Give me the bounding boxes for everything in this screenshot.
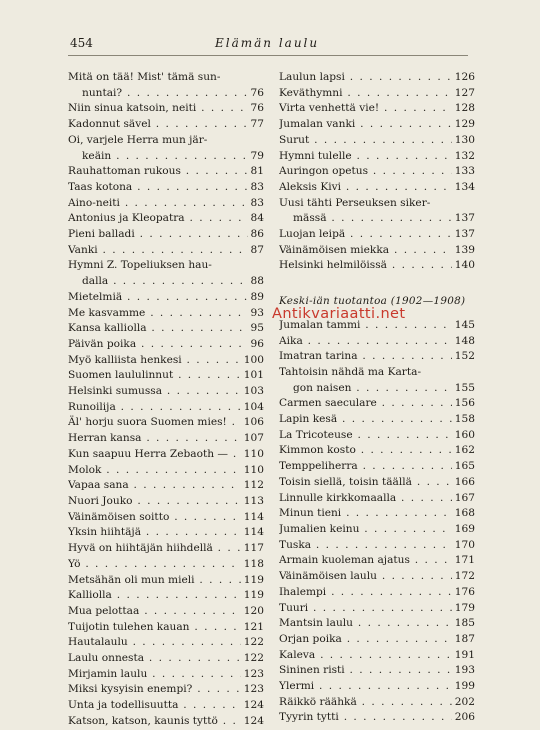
toc-entry-page-number: 104 [241, 400, 264, 416]
toc-entry-page-number: 87 [248, 243, 264, 259]
toc-entry [279, 695, 475, 711]
toc-entry-title: dalla . . . [68, 274, 264, 290]
toc-entry-title: Äl' horju suora Suomen mies! . . . [68, 415, 264, 431]
toc-entry-title: keäin . . . [68, 149, 264, 165]
toc-entry-title: Mietelmiä . . . [68, 290, 264, 306]
toc-entry-page-number: 107 [241, 431, 264, 447]
toc-entry-title: Kaleva . . . [279, 648, 475, 664]
toc-entry-title: Me kasvamme . . . [68, 306, 264, 322]
toc-entry-title: Surut . . . [279, 133, 475, 149]
toc-entry-title: Hautalaulu . . . [68, 635, 264, 651]
toc-entry-page-number: 171 [452, 553, 475, 569]
toc-entry [68, 588, 264, 604]
toc-entry-page-number: 86 [248, 227, 264, 243]
toc-entry [68, 368, 264, 384]
toc-entry-title: Temppeliherra . . . [279, 459, 475, 475]
toc-entry-title: Väinämöisen laulu . . . [279, 569, 475, 585]
toc-entry-title: Uusi tähti Perseuksen siker- [279, 196, 431, 209]
toc-entry-title: La Tricoteuse . . . [279, 428, 475, 444]
toc-entry-title: Laulu onnesta . . . [68, 651, 264, 667]
toc-entry-page-number: 145 [452, 318, 475, 334]
toc-column-right [279, 70, 475, 726]
toc-entry-page-number: 148 [452, 334, 475, 350]
toc-entry-title: Virta venhettä vie! . . . [279, 101, 475, 117]
toc-entry-page-number: 84 [248, 211, 264, 227]
toc-entry-page-number: 117 [241, 541, 264, 557]
toc-entry [279, 243, 475, 259]
page-header [70, 36, 470, 54]
toc-entry [68, 698, 264, 714]
toc-entry-page-number: 89 [248, 290, 264, 306]
toc-entry-page-number: 88 [248, 274, 264, 290]
toc-entry [68, 447, 264, 463]
toc-entry-page-number: 165 [452, 459, 475, 475]
toc-entry-page-number: 129 [452, 117, 475, 133]
toc-entry-page-number: 123 [241, 682, 264, 698]
toc-entry [68, 180, 264, 196]
toc-entry [279, 491, 475, 507]
toc-entry-page-number: 132 [452, 149, 475, 165]
toc-entry-page-number: 121 [241, 620, 264, 636]
toc-entry-page-number: 110 [241, 447, 264, 463]
toc-entry [279, 601, 475, 617]
toc-entry [68, 164, 264, 180]
toc-entry-title: Kimmon kosto . . . [279, 443, 475, 459]
toc-entry-title: Vanki . . . [68, 243, 264, 259]
toc-group-middle-age [279, 318, 475, 726]
toc-entry-title: Tyyrin tytti . . . [279, 710, 475, 726]
toc-entry-title: Metsähän oli mun mieli . . . [68, 573, 264, 589]
toc-entry-title: Väinämöisen soitto . . . [68, 510, 264, 526]
toc-entry [68, 258, 264, 289]
toc-entry [279, 149, 475, 165]
toc-entry-title: Rauhattoman rukous . . . [68, 164, 264, 180]
toc-entry-page-number: 120 [241, 604, 264, 620]
toc-entry-title: Vapaa sana . . . [68, 478, 264, 494]
toc-entry [68, 400, 264, 416]
toc-entry [279, 522, 475, 538]
toc-entry-page-number: 110 [241, 463, 264, 479]
toc-entry [68, 415, 264, 431]
toc-entry-title: Kansa kalliolla . . . [68, 321, 264, 337]
toc-entry-page-number: 79 [248, 149, 264, 165]
toc-entry-title: Mantsin laulu . . . [279, 616, 475, 632]
toc-entry-page-number: 199 [452, 679, 475, 695]
toc-entry-title: Ylermi . . . [279, 679, 475, 695]
toc-entry [279, 428, 475, 444]
toc-entry [279, 632, 475, 648]
toc-entry-page-number: 152 [452, 349, 475, 365]
toc-entry-title: Hyvä on hiihtäjän hiihdellä . . . [68, 541, 264, 557]
toc-entry-title: Mua pelottaa . . . [68, 604, 264, 620]
toc-entry-title: Jumalien keinu . . . [279, 522, 475, 538]
toc-entry-title: Hymni Z. Topeliuksen hau- [68, 259, 212, 272]
toc-entry-page-number: 81 [248, 164, 264, 180]
toc-entry [68, 714, 264, 730]
toc-entry [68, 620, 264, 636]
toc-entry [279, 663, 475, 679]
toc-entry-page-number: 160 [452, 428, 475, 444]
toc-entry-title: Jumalan tammi . . . [279, 318, 475, 334]
toc-entry [279, 334, 475, 350]
toc-entry-page-number: 106 [241, 415, 264, 431]
toc-entry [68, 431, 264, 447]
toc-entry [279, 538, 475, 554]
toc-entry-page-number: 119 [241, 588, 264, 604]
toc-entry [279, 227, 475, 243]
toc-entry-page-number: 76 [248, 86, 264, 102]
toc-entry [279, 396, 475, 412]
toc-entry-page-number: 112 [241, 478, 264, 494]
toc-entry [279, 412, 475, 428]
toc-entry [68, 541, 264, 557]
toc-entry-page-number: 156 [452, 396, 475, 412]
toc-entry-title: Lapin kesä . . . [279, 412, 475, 428]
toc-entry [279, 133, 475, 149]
toc-entry-title: Unta ja todellisuutta . . . [68, 698, 264, 714]
toc-entry-page-number: 134 [452, 180, 475, 196]
toc-entry-title: Päivän poika . . . [68, 337, 264, 353]
toc-entry-page-number: 176 [452, 585, 475, 601]
toc-entry [68, 384, 264, 400]
toc-entry-page-number: 162 [452, 443, 475, 459]
toc-entry [68, 243, 264, 259]
toc-entry [68, 525, 264, 541]
toc-entry-page-number: 206 [452, 710, 475, 726]
toc-entry [68, 604, 264, 620]
toc-entry-page-number: 114 [241, 525, 264, 541]
toc-entry [68, 196, 264, 212]
running-title: Elämän laulu [215, 36, 320, 50]
toc-entry-title: Linnulle kirkkomaalla . . . [279, 491, 475, 507]
toc-entry [279, 443, 475, 459]
toc-entry-page-number: 170 [452, 538, 475, 554]
toc-entry [279, 569, 475, 585]
toc-entry [68, 306, 264, 322]
toc-entry-page-number: 124 [241, 714, 264, 730]
toc-entry [68, 478, 264, 494]
toc-entry-page-number: 193 [452, 663, 475, 679]
toc-entry [279, 459, 475, 475]
toc-entry [68, 494, 264, 510]
toc-entry-page-number: 114 [241, 510, 264, 526]
toc-entry-page-number: 77 [248, 117, 264, 133]
toc-entry-page-number: 166 [452, 475, 475, 491]
toc-entry-page-number: 168 [452, 506, 475, 522]
toc-entry-title: Aika . . . [279, 334, 475, 350]
toc-entry-page-number: 137 [452, 227, 475, 243]
toc-entry-title: Helsinki helmilöissä . . . [279, 258, 475, 274]
toc-entry [279, 180, 475, 196]
toc-entry-page-number: 95 [248, 321, 264, 337]
toc-entry-title: Niin sinua katsoin, neiti . . . [68, 101, 264, 117]
page-number: 454 [70, 36, 93, 50]
toc-entry-page-number: 83 [248, 180, 264, 196]
toc-entry-title: Kun saapuu Herra Zebaoth — . . . [68, 447, 264, 463]
toc-entry [279, 648, 475, 664]
toc-entry [68, 70, 264, 101]
toc-entry-title: Toisin siellä, toisin täällä . . . [279, 475, 475, 491]
toc-entry-page-number: 127 [452, 86, 475, 102]
toc-entry [279, 506, 475, 522]
toc-entry-title: Sininen risti . . . [279, 663, 475, 679]
toc-entry [68, 337, 264, 353]
toc-entry [279, 553, 475, 569]
toc-entry-page-number: 158 [452, 412, 475, 428]
toc-entry-page-number: 179 [452, 601, 475, 617]
toc-entry-title: Yö . . . [68, 557, 264, 573]
section-heading: Keski-iän tuotantoa (1902—1908) [279, 295, 466, 308]
toc-entry-title: Tuska . . . [279, 538, 475, 554]
watermark-text: Antikvariaatti.net [272, 306, 406, 322]
toc-entry-title: Räikkö räähkä . . . [279, 695, 475, 711]
toc-entry-page-number: 124 [241, 698, 264, 714]
toc-entry-title: Miksi kysyisin enempi? . . . [68, 682, 264, 698]
toc-entry [279, 365, 475, 396]
toc-entry-page-number: 172 [452, 569, 475, 585]
toc-entry [68, 510, 264, 526]
toc-entry-title: Auringon opetus . . . [279, 164, 475, 180]
toc-entry-title: Orjan poika . . . [279, 632, 475, 648]
toc-entry [279, 164, 475, 180]
toc-entry-title: Nuori Jouko . . . [68, 494, 264, 510]
toc-entry-page-number: 155 [452, 381, 475, 397]
toc-entry-page-number: 101 [241, 368, 264, 384]
toc-entry-title: Laulun lapsi . . . [279, 70, 475, 86]
toc-entry [68, 573, 264, 589]
toc-entry [279, 70, 475, 86]
toc-entry-page-number: 103 [241, 384, 264, 400]
toc-entry [68, 290, 264, 306]
toc-entry [68, 321, 264, 337]
toc-group-early [279, 70, 475, 274]
toc-entry-title: Runoilija . . . [68, 400, 264, 416]
toc-entry-title: Mirjamin laulu . . . [68, 667, 264, 683]
toc-entry-page-number: 133 [452, 164, 475, 180]
toc-entry-title: Oi, varjele Herra mun jär- [68, 133, 208, 146]
toc-entry [68, 353, 264, 369]
toc-entry-title: Yksin hiihtäjä . . . [68, 525, 264, 541]
toc-entry [279, 117, 475, 133]
toc-entry-page-number: 123 [241, 667, 264, 683]
toc-entry-title: Minun tieni . . . [279, 506, 475, 522]
toc-entry-page-number: 185 [452, 616, 475, 632]
toc-entry-page-number: 128 [452, 101, 475, 117]
toc-entry-page-number: 122 [241, 651, 264, 667]
toc-entry [279, 585, 475, 601]
toc-entry-title: Aleksis Kivi . . . [279, 180, 475, 196]
toc-entry-title: Katson, katson, kaunis tyttö . . . [68, 714, 264, 730]
toc-entry-title: Jumalan vanki . . . [279, 117, 475, 133]
toc-entry-page-number: 119 [241, 573, 264, 589]
toc-entry-title: nuntai? . . . [68, 86, 264, 102]
toc-entry-title: gon naisen . . . [279, 381, 475, 397]
toc-entry [68, 667, 264, 683]
toc-entry-page-number: 202 [452, 695, 475, 711]
toc-entry-page-number: 191 [452, 648, 475, 664]
toc-entry-title: Molok . . . [68, 463, 264, 479]
toc-entry-page-number: 140 [452, 258, 475, 274]
toc-entry [279, 710, 475, 726]
toc-entry [68, 101, 264, 117]
toc-entry-title: Keväthymni . . . [279, 86, 475, 102]
toc-entry-page-number: 83 [248, 196, 264, 212]
toc-entry-page-number: 100 [241, 353, 264, 369]
toc-entry-title: Väinämöisen miekka . . . [279, 243, 475, 259]
toc-entry [279, 475, 475, 491]
toc-entry [68, 133, 264, 164]
toc-entry-page-number: 187 [452, 632, 475, 648]
toc-entry-title: Helsinki sumussa . . . [68, 384, 264, 400]
toc-entry-title: Imatran tarina . . . [279, 349, 475, 365]
toc-column-left [68, 70, 264, 730]
toc-entry [279, 86, 475, 102]
toc-entry-title: Kalliolla . . . [68, 588, 264, 604]
toc-entry-page-number: 76 [248, 101, 264, 117]
toc-entry-page-number: 139 [452, 243, 475, 259]
toc-entry-title: Armain kuoleman ajatus . . . [279, 553, 475, 569]
toc-entry-page-number: 113 [241, 494, 264, 510]
toc-entry-page-number: 122 [241, 635, 264, 651]
toc-entry [68, 211, 264, 227]
toc-entry [279, 258, 475, 274]
toc-entry-title: Ihalempi . . . [279, 585, 475, 601]
toc-entry [279, 101, 475, 117]
toc-entry-title: Tuuri . . . [279, 601, 475, 617]
toc-entry [68, 651, 264, 667]
toc-entry-page-number: 96 [248, 337, 264, 353]
toc-entry [68, 463, 264, 479]
toc-entry [68, 635, 264, 651]
toc-entry-title: Herran kansa . . . [68, 431, 264, 447]
toc-entry-title: Luojan leipä . . . [279, 227, 475, 243]
toc-entry-title: Taas kotona . . . [68, 180, 264, 196]
header-rule [68, 55, 468, 56]
toc-entry [279, 349, 475, 365]
toc-entry-page-number: 126 [452, 70, 475, 86]
toc-entry [68, 227, 264, 243]
toc-entry-title: Pieni balladi . . . [68, 227, 264, 243]
toc-entry-title: Hymni tulelle . . . [279, 149, 475, 165]
toc-entry-title: Aino-neiti . . . [68, 196, 264, 212]
toc-entry-title: Tahtoisin nähdä ma Karta- [279, 365, 422, 378]
toc-entry-title: Antonius ja Kleopatra . . . [68, 211, 264, 227]
toc-entry [279, 196, 475, 227]
toc-entry-title: Suomen laululinnut . . . [68, 368, 264, 384]
toc-entry [68, 557, 264, 573]
toc-entry-page-number: 118 [241, 557, 264, 573]
toc-entry [68, 682, 264, 698]
toc-entry-page-number: 130 [452, 133, 475, 149]
toc-entry-page-number: 137 [452, 211, 475, 227]
toc-entry-page-number: 169 [452, 522, 475, 538]
toc-entry-title: Carmen saeculare . . . [279, 396, 475, 412]
toc-entry-title: Myö kalliista henkesi . . . [68, 353, 264, 369]
toc-entry-title: Mitä on tää! Mist' tämä sun- [68, 71, 221, 83]
toc-entry-page-number: 93 [248, 306, 264, 322]
toc-entry [279, 679, 475, 695]
toc-entry-title: mässä . . . [279, 211, 475, 227]
toc-entry [68, 117, 264, 133]
toc-entry-title: Tuijotin tulehen kauan . . . [68, 620, 264, 636]
toc-entry [279, 616, 475, 632]
toc-entry-page-number: 167 [452, 491, 475, 507]
toc-entry-title: Kadonnut sävel . . . [68, 117, 264, 133]
